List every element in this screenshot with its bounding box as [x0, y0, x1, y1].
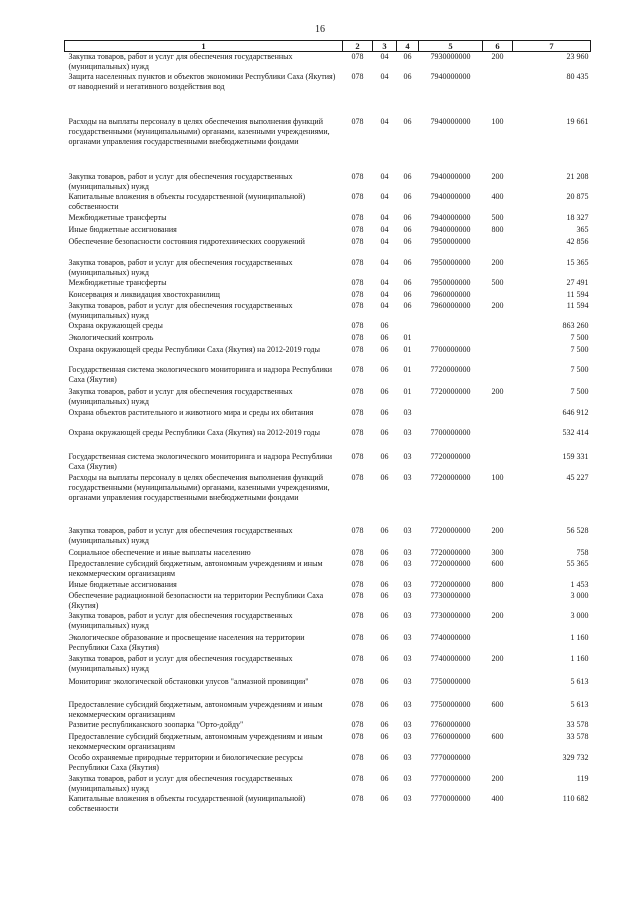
- row-ved: 078: [351, 428, 364, 437]
- row-ved: 078: [351, 580, 364, 589]
- row-podrazdel: 06: [403, 52, 412, 61]
- row-vr: [483, 677, 513, 700]
- row-name: Иные бюджетные ассигнования: [68, 225, 177, 234]
- row-name: Особо охраняемые природные территории и биологические ресурсы Республики Саха (Якутия): [68, 753, 303, 772]
- row-name: Межбюджетные трансферты: [68, 213, 167, 222]
- row-sum: 56 528: [566, 526, 589, 535]
- row-vr: [483, 428, 513, 452]
- table-body: [65, 52, 591, 816]
- row-ved: 078: [351, 700, 364, 709]
- row-csr: 7950000000: [430, 258, 471, 267]
- row-vr: [483, 290, 513, 301]
- row-razdel: 06: [380, 321, 389, 330]
- row-vr: 500: [491, 213, 504, 222]
- row-name: Закупка товаров, работ и услуг для обеспечения государственных (муниципальных) нужд: [68, 258, 293, 277]
- row-vr: 200: [491, 387, 504, 396]
- row-razdel: 04: [380, 237, 389, 246]
- row-razdel: 04: [380, 258, 389, 267]
- row-podrazdel: 06: [403, 278, 412, 287]
- row-razdel: 06: [380, 428, 389, 437]
- table-row: [65, 117, 591, 172]
- row-ved: 078: [351, 473, 364, 482]
- row-podrazdel: 06: [403, 213, 412, 222]
- table-row: [65, 732, 591, 753]
- column-header: 1: [65, 41, 343, 52]
- row-razdel: 06: [380, 526, 389, 535]
- row-vr: 200: [491, 258, 504, 267]
- row-sum: 7 500: [570, 333, 589, 342]
- row-ved: 078: [351, 633, 364, 642]
- row-ved: 078: [351, 213, 364, 222]
- row-podrazdel: 01: [403, 387, 412, 396]
- row-vr: [483, 237, 513, 258]
- table-row: [65, 591, 591, 611]
- row-csr: 7940000000: [430, 225, 471, 234]
- row-razdel: 06: [380, 720, 389, 729]
- row-sum: 5 613: [570, 677, 589, 686]
- row-sum: 7 500: [570, 345, 589, 354]
- row-podrazdel: 03: [403, 753, 412, 762]
- row-csr: 7720000000: [430, 452, 471, 461]
- row-vr: 600: [491, 732, 504, 741]
- row-razdel: 06: [380, 732, 389, 741]
- row-name: Экологическое образование и просвещение населения на территории Республики Саха (Якутия): [68, 633, 305, 652]
- row-sum: 18 327: [566, 213, 589, 222]
- row-razdel: 04: [380, 192, 389, 201]
- row-ved: 078: [351, 72, 364, 81]
- row-vr: 600: [491, 559, 504, 568]
- row-csr: 7720000000: [430, 387, 471, 396]
- row-razdel: 04: [380, 213, 389, 222]
- table-row: [65, 192, 591, 213]
- budget-table: [64, 40, 591, 815]
- table-row: [65, 72, 591, 117]
- table-row: [65, 225, 591, 237]
- table-row: [65, 333, 591, 345]
- page-number: 16: [315, 24, 325, 35]
- row-vr: [483, 333, 513, 345]
- row-csr: 7740000000: [430, 654, 471, 663]
- row-podrazdel: 06: [403, 237, 412, 246]
- table-row: [65, 172, 591, 192]
- row-ved: 078: [351, 611, 364, 620]
- row-razdel: 06: [380, 753, 389, 762]
- row-ved: 078: [351, 301, 364, 310]
- row-razdel: 04: [380, 72, 389, 81]
- column-header: 3: [373, 41, 397, 52]
- row-razdel: 06: [380, 580, 389, 589]
- row-csr: 7720000000: [430, 548, 471, 557]
- table-row: [65, 580, 591, 591]
- row-ved: 078: [351, 526, 364, 535]
- row-name: Капитальные вложения в объекты государственной (муниципальной) собственности: [68, 794, 306, 813]
- row-vr: 200: [491, 301, 504, 310]
- row-csr: 7720000000: [430, 526, 471, 535]
- row-razdel: 06: [380, 611, 389, 620]
- row-ved: 078: [351, 278, 364, 287]
- row-podrazdel: 06: [403, 301, 412, 310]
- table-row: [65, 278, 591, 290]
- row-razdel: 06: [380, 591, 389, 600]
- table-row: [65, 290, 591, 301]
- row-podrazdel: 06: [403, 192, 412, 201]
- row-sum: 758: [576, 548, 589, 557]
- row-razdel: 06: [380, 633, 389, 642]
- row-ved: 078: [351, 753, 364, 762]
- row-ved: 078: [351, 52, 364, 61]
- row-podrazdel: 06: [403, 72, 412, 81]
- row-razdel: 04: [380, 301, 389, 310]
- row-podrazdel: 06: [403, 225, 412, 234]
- row-vr: 200: [491, 526, 504, 535]
- row-ved: 078: [351, 452, 364, 461]
- row-ved: 078: [351, 654, 364, 663]
- row-ved: 078: [351, 172, 364, 181]
- row-ved: 078: [351, 774, 364, 783]
- row-razdel: 06: [380, 452, 389, 461]
- row-sum: 45 227: [566, 473, 589, 482]
- row-razdel: 04: [380, 290, 389, 299]
- row-name: Охрана объектов растительного и животного мира и среды их обитания: [68, 408, 314, 417]
- row-csr: 7730000000: [430, 591, 471, 600]
- row-sum: 365: [576, 225, 589, 234]
- row-csr: 7760000000: [430, 720, 471, 729]
- row-sum: 5 613: [570, 700, 589, 709]
- row-vr: 400: [491, 794, 504, 803]
- row-name: Охрана окружающей среды Республики Саха (Якутия) на 2012-2019 годы: [68, 428, 320, 437]
- table-row: [65, 611, 591, 633]
- row-podrazdel: 03: [403, 611, 412, 620]
- row-sum: 15 365: [566, 258, 589, 267]
- row-ved: 078: [351, 192, 364, 201]
- row-razdel: 04: [380, 117, 389, 126]
- row-name: Закупка товаров, работ и услуг для обеспечения государственных (муниципальных) нужд: [68, 611, 293, 630]
- row-name: Капитальные вложения в объекты государственной (муниципальной) собственности: [68, 192, 306, 211]
- row-podrazdel: 03: [403, 428, 412, 437]
- row-vr: 500: [491, 278, 504, 287]
- row-name: Закупка товаров, работ и услуг для обеспечения государственных (муниципальных) нужд: [68, 52, 293, 71]
- row-csr: [419, 333, 483, 345]
- row-name: Предоставление субсидий бюджетным, автономным учреждениям и иным некоммерческим организациям: [68, 559, 323, 578]
- row-sum: 863 260: [562, 321, 589, 330]
- row-sum: 42 856: [566, 237, 589, 246]
- row-vr: [483, 365, 513, 387]
- row-sum: 7 500: [570, 387, 589, 396]
- row-name: Расходы на выплаты персоналу в целях обеспечения выполнения функций государственными (муниципальными) органами, казенными учреждениями, органами управления государственными внебюджетными фондами: [68, 117, 330, 146]
- table-row: [65, 365, 591, 387]
- row-vr: 600: [491, 700, 504, 709]
- row-podrazdel: 06: [403, 290, 412, 299]
- row-podrazdel: 03: [403, 794, 412, 803]
- row-name: Закупка товаров, работ и услуг для обеспечения государственных (муниципальных) нужд: [68, 172, 293, 191]
- row-name: Развитие республиканского зоопарка "Орто-дойду": [68, 720, 244, 729]
- row-ved: 078: [351, 559, 364, 568]
- row-razdel: 06: [380, 654, 389, 663]
- table-row: [65, 345, 591, 365]
- row-vr: 200: [491, 654, 504, 663]
- row-razdel: 06: [380, 559, 389, 568]
- row-name: Предоставление субсидий бюджетным, автономным учреждениям и иным некоммерческим организациям: [68, 700, 323, 719]
- row-csr: 7930000000: [430, 52, 471, 61]
- column-header: 2: [343, 41, 373, 52]
- row-sum: 3 000: [570, 611, 589, 620]
- table-row: [65, 559, 591, 580]
- row-podrazdel: 03: [403, 677, 412, 686]
- row-vr: [483, 720, 513, 732]
- row-podrazdel: 03: [403, 473, 412, 482]
- row-name: Закупка товаров, работ и услуг для обеспечения государственных (муниципальных) нужд: [68, 526, 293, 545]
- row-razdel: 04: [380, 172, 389, 181]
- column-header: 4: [397, 41, 419, 52]
- row-ved: 078: [351, 290, 364, 299]
- row-ved: 078: [351, 677, 364, 686]
- row-sum: 11 594: [566, 301, 589, 310]
- row-ved: 078: [351, 258, 364, 267]
- row-csr: 7950000000: [430, 278, 471, 287]
- row-podrazdel: 03: [403, 720, 412, 729]
- row-csr: 7960000000: [430, 290, 471, 299]
- table-row: [65, 753, 591, 774]
- row-sum: 329 732: [562, 753, 589, 762]
- row-name: Экологический контроль: [68, 333, 154, 342]
- row-name: Иные бюджетные ассигнования: [68, 580, 177, 589]
- row-name: Консервация и ликвидация хвостохранилищ: [68, 290, 220, 299]
- row-name: Мониторинг экологической обстановки улусов "алмазной провинции": [68, 677, 309, 686]
- row-vr: 800: [491, 225, 504, 234]
- row-vr: 200: [491, 172, 504, 181]
- row-ved: 078: [351, 732, 364, 741]
- table-row: [65, 452, 591, 473]
- row-vr: [483, 452, 513, 473]
- row-vr: 100: [491, 473, 504, 482]
- table-row: [65, 321, 591, 333]
- row-sum: 3 000: [570, 591, 589, 600]
- row-sum: 7 500: [570, 365, 589, 374]
- row-ved: 078: [351, 591, 364, 600]
- row-podrazdel: 03: [403, 548, 412, 557]
- row-podrazdel: 03: [403, 408, 412, 417]
- row-sum: 80 435: [566, 72, 589, 81]
- row-vr: [483, 321, 513, 333]
- row-podrazdel: 03: [403, 732, 412, 741]
- row-ved: 078: [351, 333, 364, 342]
- table-row: [65, 633, 591, 654]
- row-ved: 078: [351, 345, 364, 354]
- row-sum: 21 208: [566, 172, 589, 181]
- row-ved: 078: [351, 794, 364, 803]
- row-sum: 11 594: [566, 290, 589, 299]
- row-sum: 1 160: [570, 633, 589, 642]
- row-csr: 7720000000: [430, 559, 471, 568]
- row-sum: 19 661: [566, 117, 589, 126]
- row-csr: 7760000000: [430, 732, 471, 741]
- row-name: Закупка товаров, работ и услуг для обеспечения государственных (муниципальных) нужд: [68, 387, 293, 406]
- row-razdel: 06: [380, 408, 389, 417]
- row-podrazdel: 03: [403, 559, 412, 568]
- row-ved: 078: [351, 387, 364, 396]
- row-name: Государственная система экологического мониторинга и надзора Республики Саха (Якутия): [68, 452, 333, 471]
- row-sum: 20 875: [566, 192, 589, 201]
- row-razdel: 06: [380, 677, 389, 686]
- row-razdel: 06: [380, 794, 389, 803]
- row-csr: 7700000000: [430, 345, 471, 354]
- table-row: [65, 794, 591, 815]
- row-name: Охрана окружающей среды Республики Саха (Якутия) на 2012-2019 годы: [68, 345, 320, 354]
- row-vr: [483, 753, 513, 774]
- row-vr: 100: [491, 117, 504, 126]
- row-razdel: 04: [380, 278, 389, 287]
- row-name: Закупка товаров, работ и услуг для обеспечения государственных (муниципальных) нужд: [68, 774, 293, 793]
- row-csr: 7950000000: [430, 237, 471, 246]
- row-razdel: 04: [380, 225, 389, 234]
- row-name: Обеспечение безопасности состояния гидротехнических сооружений: [68, 237, 305, 246]
- row-csr: 7940000000: [430, 72, 471, 81]
- row-csr: [419, 321, 483, 333]
- table-row: [65, 301, 591, 321]
- row-vr: 800: [491, 580, 504, 589]
- table-row: [65, 473, 591, 526]
- row-razdel: 06: [380, 548, 389, 557]
- row-podrazdel: [397, 321, 419, 333]
- column-header: 6: [483, 41, 513, 52]
- row-name: Обеспечение радиационной безопасности на территории Республики Саха (Якутия): [68, 591, 324, 610]
- row-razdel: 06: [380, 365, 389, 374]
- row-csr: 7770000000: [430, 774, 471, 783]
- row-podrazdel: 03: [403, 774, 412, 783]
- row-vr: 200: [491, 611, 504, 620]
- row-ved: 078: [351, 117, 364, 126]
- table-row: [65, 213, 591, 225]
- row-podrazdel: 03: [403, 452, 412, 461]
- table-row: [65, 428, 591, 452]
- row-name: Расходы на выплаты персоналу в целях обеспечения выполнения функций государственными (муниципальными) органами, казенными учреждениями, органами управления государственными внебюджетными фондами: [68, 473, 330, 502]
- row-csr: 7720000000: [430, 473, 471, 482]
- row-razdel: 06: [380, 345, 389, 354]
- row-ved: 078: [351, 365, 364, 374]
- row-name: Межбюджетные трансферты: [68, 278, 167, 287]
- row-csr: 7940000000: [430, 172, 471, 181]
- row-podrazdel: 01: [403, 333, 412, 342]
- row-csr: 7700000000: [430, 428, 471, 437]
- row-ved: 078: [351, 321, 364, 330]
- row-ved: 078: [351, 225, 364, 234]
- row-name: Закупка товаров, работ и услуг для обеспечения государственных (муниципальных) нужд: [68, 301, 293, 320]
- row-sum: 119: [576, 774, 589, 783]
- row-vr: 200: [491, 52, 504, 61]
- row-csr: 7720000000: [430, 580, 471, 589]
- row-sum: 532 414: [562, 428, 589, 437]
- row-podrazdel: 06: [403, 172, 412, 181]
- row-podrazdel: 03: [403, 633, 412, 642]
- row-name: Предоставление субсидий бюджетным, автономным учреждениям и иным некоммерческим организациям: [68, 732, 323, 751]
- row-csr: 7730000000: [430, 611, 471, 620]
- row-ved: 078: [351, 548, 364, 557]
- row-vr: 400: [491, 192, 504, 201]
- row-razdel: 06: [380, 774, 389, 783]
- table-row: [65, 52, 591, 73]
- row-csr: 7770000000: [430, 753, 471, 762]
- table-header-row: [65, 41, 591, 52]
- row-vr: 300: [491, 548, 504, 557]
- row-vr: [483, 408, 513, 428]
- row-name: Социальное обеспечение и иные выплаты населению: [68, 548, 251, 557]
- row-csr: 7940000000: [430, 192, 471, 201]
- row-podrazdel: 03: [403, 700, 412, 709]
- table-row: [65, 774, 591, 794]
- table-row: [65, 526, 591, 548]
- row-csr: 7940000000: [430, 117, 471, 126]
- row-sum: 646 912: [562, 408, 589, 417]
- row-vr: [483, 591, 513, 611]
- table-row: [65, 408, 591, 428]
- row-razdel: 06: [380, 700, 389, 709]
- row-sum: 110 682: [562, 794, 589, 803]
- row-csr: 7750000000: [430, 677, 471, 686]
- row-sum: 33 578: [566, 732, 589, 741]
- table-row: [65, 654, 591, 677]
- row-razdel: 06: [380, 473, 389, 482]
- row-razdel: 06: [380, 333, 389, 342]
- table-row: [65, 548, 591, 559]
- row-razdel: 04: [380, 52, 389, 61]
- row-podrazdel: 01: [403, 345, 412, 354]
- row-name: Закупка товаров, работ и услуг для обеспечения государственных (муниципальных) нужд: [68, 654, 293, 673]
- row-csr: 7720000000: [430, 365, 471, 374]
- row-podrazdel: 06: [403, 117, 412, 126]
- table-row: [65, 387, 591, 408]
- row-vr: 200: [491, 774, 504, 783]
- row-ved: 078: [351, 408, 364, 417]
- row-name: Государственная система экологического мониторинга и надзора Республики Саха (Якутия): [68, 365, 333, 384]
- row-sum: 159 331: [562, 452, 589, 461]
- row-ved: 078: [351, 237, 364, 246]
- row-vr: [483, 72, 513, 117]
- column-header: 5: [419, 41, 483, 52]
- table-row: [65, 258, 591, 278]
- row-podrazdel: 06: [403, 258, 412, 267]
- row-sum: 23 960: [566, 52, 589, 61]
- row-podrazdel: 03: [403, 580, 412, 589]
- row-csr: [419, 408, 483, 428]
- row-sum: 27 491: [566, 278, 589, 287]
- table-row: [65, 237, 591, 258]
- row-sum: 1 453: [570, 580, 589, 589]
- row-podrazdel: 03: [403, 526, 412, 535]
- row-csr: 7750000000: [430, 700, 471, 709]
- row-sum: 1 160: [570, 654, 589, 663]
- row-razdel: 06: [380, 387, 389, 396]
- row-name: Охрана окружающей среды: [68, 321, 163, 330]
- row-csr: 7770000000: [430, 794, 471, 803]
- row-csr: 7940000000: [430, 213, 471, 222]
- table-row: [65, 720, 591, 732]
- row-vr: [483, 345, 513, 365]
- table-row: [65, 700, 591, 720]
- row-csr: 7740000000: [430, 633, 471, 642]
- row-ved: 078: [351, 720, 364, 729]
- row-sum: 55 365: [566, 559, 589, 568]
- column-header: 7: [513, 41, 591, 52]
- row-csr: 7960000000: [430, 301, 471, 310]
- row-podrazdel: 03: [403, 654, 412, 663]
- table-row: [65, 677, 591, 700]
- row-podrazdel: 01: [403, 365, 412, 374]
- row-podrazdel: 03: [403, 591, 412, 600]
- row-name: Защита населенных пунктов и объектов экономики Республики Саха (Якутия) от наводнений и негативного воздействия вод: [68, 72, 336, 91]
- row-sum: 33 578: [566, 720, 589, 729]
- row-vr: [483, 633, 513, 654]
